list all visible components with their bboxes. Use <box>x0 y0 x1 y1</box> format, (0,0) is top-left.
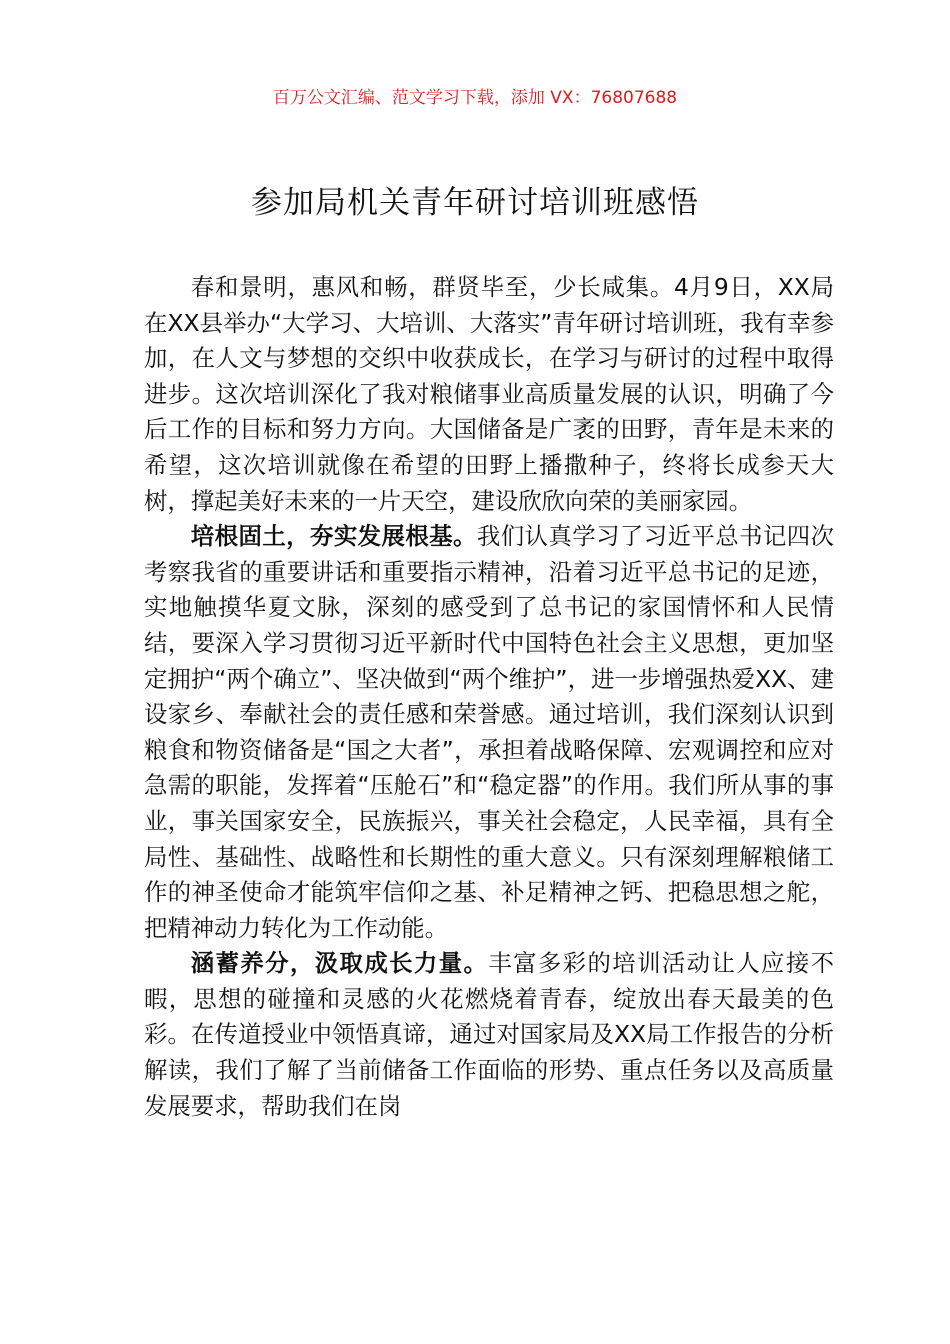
document-title: 参加局机关青年研讨培训班感悟 <box>251 185 699 221</box>
paragraph-lead: 涵蓄养分，汲取成长力量。 <box>190 949 489 978</box>
paragraph-lead: 培根固土，夯实发展根基。 <box>190 522 477 551</box>
document-body <box>144 270 834 1124</box>
paragraph-section-1 <box>144 519 834 946</box>
paragraph-intro <box>144 270 834 519</box>
paragraph-text: 春和景明，惠风和畅，群贤毕至，少长咸集。4月9日，XX局在XX县举办“大学习、大培训、大落实”青年研讨培训班，我有幸参加，在人文与梦想的交织中收获成长，在学习与研讨的过程中取得进步。这次培训深化了我对粮储事业高质量发展的认识，明确了今后工作的目标和努力方向。大国储备是广袤的田野，青年是未来的希望，这次培训就像在希望的田野上播撒种子，终将长成参天大树，撑起美好未来的一片天空，建设欣欣向荣的美丽家园。 <box>144 273 834 515</box>
paragraph-text: 丰富多彩的培训活动让人应接不暇，思想的碰撞和灵感的火花燃烧着青春，绽放出春天最美的色彩。在传道授业中领悟真谛，通过对国家局及XX局工作报告的分析解读，我们了解了当前储备工作面临的形势、重点任务以及高质量发展要求，帮助我们在岗 <box>144 949 835 1120</box>
watermark-banner: 百万公文汇编、范文学习下载，添加 VX：76807688 <box>272 88 678 108</box>
paragraph-text: 我们认真学习了习近平总书记四次考察我省的重要讲话和重要指示精神，沿着习近平总书记的足迹，实地触摸华夏文脉，深刻的感受到了总书记的家国情怀和人民情结，要深入学习贯彻习近平新时代中国特色社会主义思想，更加坚定拥护“两个确立”、坚决做到“两个维护”，进一步增强热爱XX、建设家乡、奉献社会的责任感和荣誉感。通过培训，我们深刻认识到粮食和物资储备是“国之大者”，承担着战略保障、宏观调控和应对急需的职能，发挥着“压舱石”和“稳定器”的作用。我们所从事的事业，事关国家安全，民族振兴，事关社会稳定，人民幸福，具有全局性、基础性、战略性和长期性的重大意义。只有深刻理解粮储工作的神圣使命才能筑牢信仰之基、补足精神之钙、把稳思想之舵，把精神动力转化为工作动能。 <box>144 522 835 942</box>
paragraph-section-2 <box>144 946 834 1124</box>
